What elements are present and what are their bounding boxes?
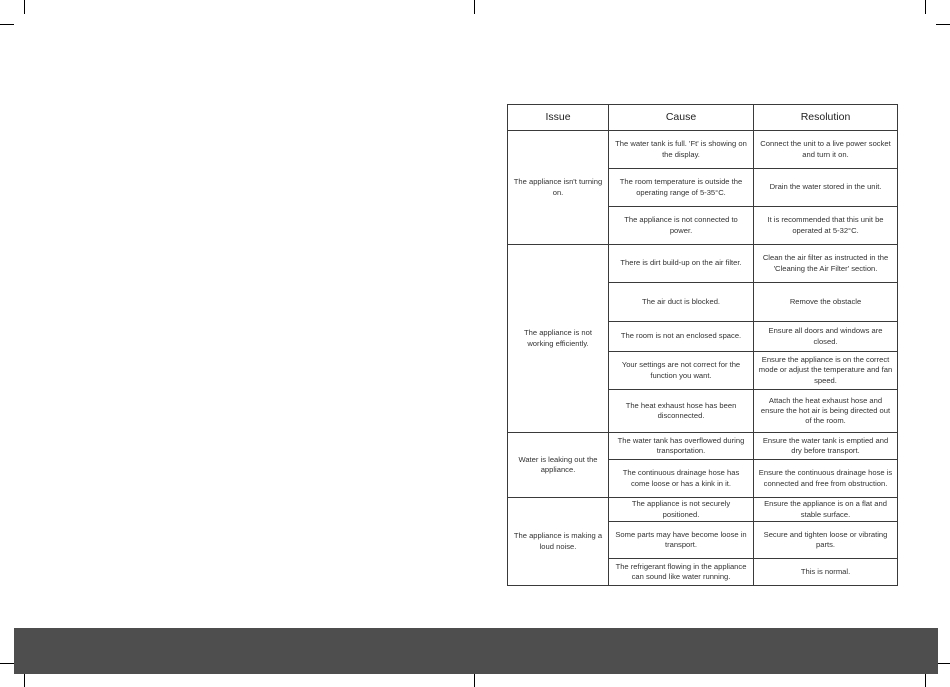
resolution-cell: Ensure all doors and windows are closed. <box>754 322 898 352</box>
resolution-cell: Attach the heat exhaust hose and ensure the hot air is being directed out of the room. <box>754 390 898 433</box>
troubleshooting-table <box>507 104 898 586</box>
crop-mark <box>925 673 926 687</box>
cause-cell: The heat exhaust hose has been disconnected. <box>609 390 754 433</box>
resolution-cell: Clean the air filter as instructed in the 'Cleaning the Air Filter' section. <box>754 245 898 283</box>
cause-cell: The water tank is full. 'Ft' is showing on the display. <box>609 131 754 169</box>
resolution-cell: Drain the water stored in the unit. <box>754 169 898 207</box>
issue-cell: Water is leaking out the appliance. <box>508 433 609 498</box>
crop-mark <box>0 24 14 25</box>
table-row <box>508 245 898 283</box>
resolution-cell: Remove the obstacle <box>754 283 898 322</box>
crop-mark <box>474 673 475 687</box>
cause-cell: The room temperature is outside the operating range of 5-35°C. <box>609 169 754 207</box>
table-header-row <box>508 105 898 131</box>
cause-cell: The room is not an enclosed space. <box>609 322 754 352</box>
crop-mark <box>24 0 25 14</box>
cause-cell: The air duct is blocked. <box>609 283 754 322</box>
resolution-cell: Ensure the appliance is on the correct mode or adjust the temperature and fan speed. <box>754 352 898 390</box>
cause-cell: Your settings are not correct for the function you want. <box>609 352 754 390</box>
crop-mark <box>936 663 950 664</box>
table-row <box>508 433 898 460</box>
cause-cell: Some parts may have become loose in transport. <box>609 522 754 559</box>
header-cause: Cause <box>609 105 754 131</box>
crop-mark <box>0 663 14 664</box>
resolution-cell: Ensure the continuous drainage hose is connected and free from obstruction. <box>754 460 898 498</box>
cause-cell: The appliance is not connected to power. <box>609 207 754 245</box>
cause-cell: There is dirt build-up on the air filter. <box>609 245 754 283</box>
crop-mark <box>936 24 950 25</box>
cause-cell: The water tank has overflowed during transportation. <box>609 433 754 460</box>
header-issue: Issue <box>508 105 609 131</box>
resolution-cell: Ensure the water tank is emptied and dry before transport. <box>754 433 898 460</box>
crop-mark <box>925 0 926 14</box>
crop-mark <box>24 673 25 687</box>
table-row <box>508 498 898 522</box>
issue-cell: The appliance is making a loud noise. <box>508 498 609 586</box>
issue-cell: The appliance isn't turning on. <box>508 131 609 245</box>
resolution-cell: Secure and tighten loose or vibrating parts. <box>754 522 898 559</box>
footer-band <box>14 628 938 674</box>
table-row <box>508 131 898 169</box>
resolution-cell: Connect the unit to a live power socket and turn it on. <box>754 131 898 169</box>
cause-cell: The continuous drainage hose has come loose or has a kink in it. <box>609 460 754 498</box>
cause-cell: The refrigerant flowing in the appliance can sound like water running. <box>609 559 754 586</box>
header-resolution: Resolution <box>754 105 898 131</box>
resolution-cell: Ensure the appliance is on a flat and stable surface. <box>754 498 898 522</box>
cause-cell: The appliance is not securely positioned. <box>609 498 754 522</box>
issue-cell: The appliance is not working efficiently. <box>508 245 609 433</box>
crop-mark <box>474 0 475 14</box>
resolution-cell: This is normal. <box>754 559 898 586</box>
resolution-cell: It is recommended that this unit be operated at 5-32°C. <box>754 207 898 245</box>
